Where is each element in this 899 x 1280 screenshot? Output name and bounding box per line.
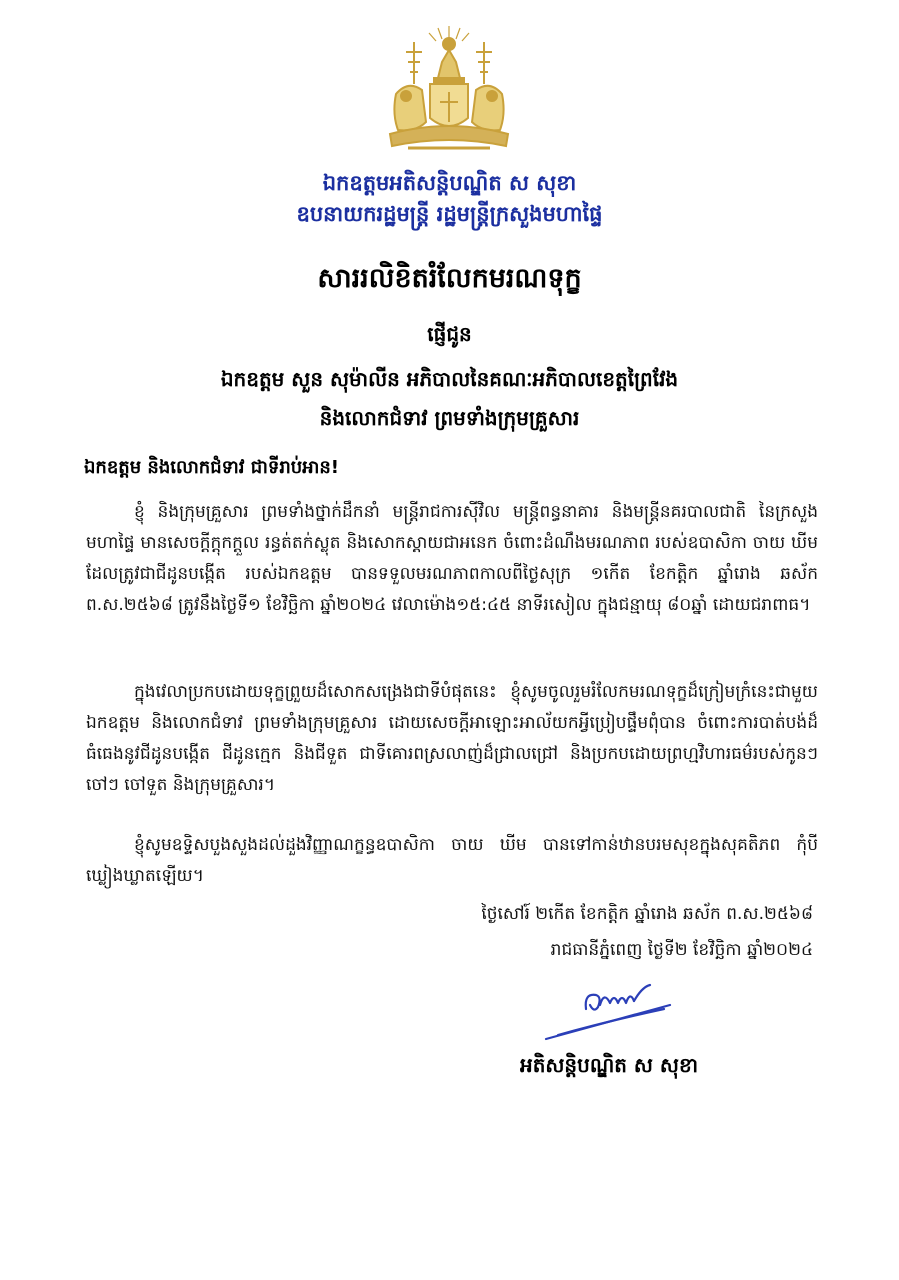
date-lunar: ថ្ងៃសៅរ៍ ២កើត ខែកត្តិក ឆ្នាំរោង ឆស័ក ព.ស.២៥៦៨	[481, 904, 813, 924]
body-paragraph-2: ក្នុងវេលាប្រកបដោយទុក្ខព្រួយដ៏សោកសង្រេងជាទីបំផុតនេះ ខ្ញុំសូមចូលរួមរំលែកមរណទុក្ខដ៏ក្រៀមក្រំនេះជាមួយឯកឧត្តម និងលោកជំទាវ ព្រមទាំងក្រុមគ្រួសារ ដោយសេចក្តីអាឡោះអាល័យកអ្វីប្រៀបផ្ទឹមពុំបាន ចំពោះការបាត់បង់ដ៏ធំធេងនូវជីដូនបង្កើត ជីដូនក្មេក និងជីទួត ជាទីគោរពស្រលាញ់ដ៏ជ្រាលជ្រៅ និងប្រកបដោយព្រហ្មវិហារធម៌របស់កូនៗ ចៅៗ ចៅទួត និងក្រុមគ្រួសារ។	[86, 682, 818, 795]
sender-name: ឯកឧត្តមអតិសន្តិបណ្ឌិត ស សុខា	[322, 171, 577, 195]
recipient-line-1: ឯកឧត្តម សួន សុម៉ាលីន អភិបាលនៃគណៈអភិបាលខេត្តព្រៃវែង	[220, 367, 679, 391]
salutation: ឯកឧត្តម និងលោកជំទាវ ជាទីរាប់អាន!	[84, 457, 339, 478]
letter-title: សាររលិខិតរំលែកមរណទុក្ខ	[317, 263, 582, 294]
sender-title: ឧបនាយករដ្ឋមន្ត្រី រដ្ឋមន្ត្រីក្រសួងមហាផ្ទៃ	[296, 202, 603, 226]
addressed-label: ផ្ញើជូន	[427, 322, 472, 346]
recipient-line-2: និងលោកជំទាវ ព្រមទាំងក្រុមគ្រួសារ	[319, 406, 580, 430]
handwritten-signature	[538, 965, 678, 1045]
body-paragraph-3: ខ្ញុំសូមឧទ្ទិសបួងសួងដល់ដួងវិញ្ញាណក្ខន្ធឧបាសិកា ចាយ ឃីម បានទៅកាន់ឋានបរមសុខក្នុងសុគតិភព កុំបីឃ្លៀងឃ្លាតឡើយ។	[86, 835, 818, 886]
date-solar: រាជធានីភ្នំពេញ ថ្ងៃទី២ ខែវិច្ឆិកា ឆ្នាំ២០២៤	[550, 940, 813, 960]
body-paragraph-1: ខ្ញុំ និងក្រុមគ្រួសារ ព្រមទាំងថ្នាក់ដឹកនាំ មន្ត្រីរាជការស៊ីវិល មន្ត្រីពន្ធនាគារ និងមន្ត្រីនគរបាលជាតិ នៃក្រសួងមហាផ្ទៃ មានសេចក្តីក្តុកក្តួល រន្ធត់តក់ស្លុត និងសោកស្តាយជាអនេក ចំពោះដំណឹងមរណភាព របស់ឧបាសិកា ចាយ ឃីម ដែលត្រូវជាជីដូនបង្កើត របស់ឯកឧត្តម បានទទួលមរណភាពកាលពីថ្ងៃសុក្រ ១កើត ខែកត្តិក ឆ្នាំរោង ឆស័ក ព.ស.២៥៦៨ ត្រូវនឹងថ្ងៃទី១ ខែវិច្ឆិកា ឆ្នាំ២០២៤ វេលាម៉ោង១៥:៤៥ នាទីរសៀល ក្នុងជន្មាយុ ៨០ឆ្នាំ ដោយជរាពាធ។	[86, 502, 818, 615]
royal-coat-of-arms-icon	[378, 22, 520, 164]
signer-name: អតិសន្តិបណ្ឌិត ស សុខា	[520, 1053, 698, 1077]
